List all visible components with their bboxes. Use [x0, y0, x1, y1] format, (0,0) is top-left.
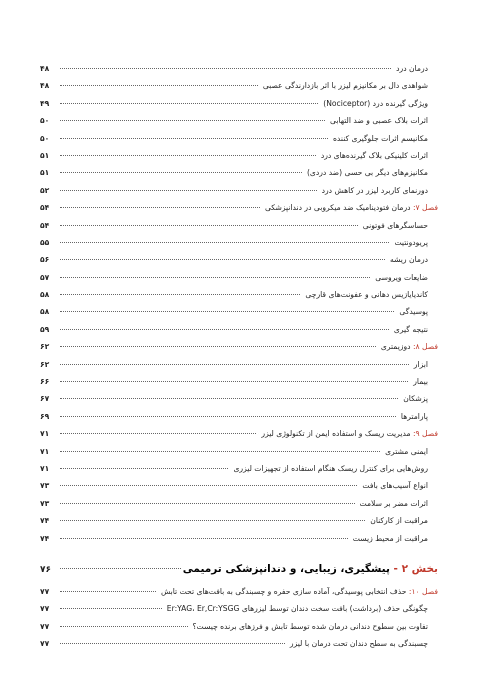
page-number: ۵۵ — [40, 237, 50, 247]
leader-dots — [60, 172, 302, 173]
toc-entry-row[interactable] — [40, 186, 438, 203]
leader-dots — [60, 311, 394, 312]
leader-dots — [60, 68, 391, 69]
leader-dots — [60, 364, 409, 365]
chapter-label: فصل ۸: — [410, 342, 438, 352]
leader-dots — [60, 381, 408, 382]
leader-dots — [60, 277, 370, 278]
chapter-name: مدیریت ریسک و استفاده ایمن از تکنولوژی لیزر — [261, 429, 411, 439]
entry-title: چسبندگی به سطح دندان تحت درمان با لیزر — [289, 639, 428, 649]
entry-title: پارامترها — [400, 411, 428, 421]
leader-dots — [60, 398, 398, 399]
toc-entry-row[interactable] — [40, 604, 438, 621]
page-number: ۷۱ — [40, 429, 50, 439]
entry-title: پریودونتیت — [394, 237, 428, 247]
toc-entry-row[interactable] — [40, 534, 438, 551]
toc-chapter-row[interactable] — [40, 429, 438, 446]
entry-title: تفاوت بین سطوح دندانی درمان شده توسط تابش و فرزهای برنده چیست؟ — [192, 621, 428, 631]
toc-chapter-row[interactable] — [40, 203, 438, 220]
page-number: ۷۳ — [40, 498, 50, 508]
toc-entry-row[interactable] — [40, 307, 438, 324]
leader-dots — [60, 538, 348, 539]
entry-title: شواهدی دال بر مکانیزم لیزر با اثر بازدارندگی عصبی — [262, 81, 428, 91]
leader-dots — [60, 85, 258, 86]
toc-entry-row[interactable] — [40, 447, 438, 464]
leader-dots — [60, 190, 317, 191]
chapter-label: فصل ۱۰: — [406, 586, 438, 596]
leader-dots — [60, 138, 328, 139]
page-number: ۵۸ — [40, 307, 50, 317]
page-number: ۵۷ — [40, 272, 50, 282]
toc-entry-row[interactable] — [40, 134, 438, 151]
toc-entry-row[interactable] — [40, 394, 438, 411]
section-title — [183, 563, 438, 575]
section-page-number: ۷۶ — [40, 564, 51, 575]
entry-title: بیمار — [413, 377, 428, 387]
page-number: ۵۱ — [40, 150, 50, 160]
toc-entry-row[interactable] — [40, 151, 438, 168]
toc-entry-row[interactable] — [40, 499, 438, 516]
chapter-label: فصل ۹: — [410, 429, 438, 439]
toc-entry-row[interactable] — [40, 360, 438, 377]
chapter-title — [158, 587, 438, 596]
toc-entry-row[interactable] — [40, 325, 438, 342]
toc-chapter-row[interactable] — [40, 587, 438, 604]
toc-part-2 — [40, 587, 438, 657]
toc-entry-row[interactable] — [40, 481, 438, 498]
table-of-contents — [40, 64, 438, 657]
page-number: ۶۲ — [40, 342, 50, 352]
leader-dots — [60, 207, 260, 208]
page-number: ۷۷ — [40, 621, 50, 631]
toc-entry-row[interactable] — [40, 64, 438, 81]
leader-dots — [60, 591, 156, 592]
leader-dots — [60, 520, 365, 521]
leader-dots — [60, 416, 396, 417]
page-number: ۶۲ — [40, 359, 50, 369]
page-number: ۶۹ — [40, 411, 50, 421]
leader-dots — [60, 643, 285, 644]
leader-dots — [60, 568, 181, 569]
entry-title: کاندیایازیس دهانی و عفونت‌های قارچی — [305, 290, 428, 300]
toc-entry-row[interactable] — [40, 221, 438, 238]
entry-title: ویژگی گیرنده درد (Nociceptor) — [323, 98, 428, 108]
toc-entry-row[interactable] — [40, 168, 438, 185]
entry-title: ایمنی مشتری — [385, 446, 428, 456]
chapter-title — [378, 342, 438, 351]
entry-title: مراقبت از کارکنان — [370, 516, 428, 526]
chapter-name: حذف انتخابی پوسیدگی، آماده سازی حفره و چسبندگی به بافت‌های تحت تابش — [160, 586, 407, 596]
page-number: ۵۸ — [40, 290, 50, 300]
page-number: ۷۷ — [40, 604, 50, 614]
entry-title: ابزار — [413, 359, 428, 369]
leader-dots — [60, 225, 358, 226]
page-number: ۴۸ — [40, 81, 50, 91]
leader-dots — [60, 485, 357, 486]
page-number: ۷۱ — [40, 463, 50, 473]
leader-dots — [60, 242, 389, 243]
toc-entry-row[interactable] — [40, 377, 438, 394]
entry-title: انواع آسیب‌های بافت — [362, 481, 428, 491]
chapter-title — [258, 429, 438, 438]
toc-entry-row[interactable] — [40, 516, 438, 533]
page-number: ۷۳ — [40, 481, 50, 491]
entry-title: نتیجه گیری — [393, 324, 428, 334]
toc-entry-row[interactable] — [40, 412, 438, 429]
page-number: ۷۷ — [40, 586, 50, 596]
page-number: ۶۶ — [40, 377, 50, 387]
entry-title: درمان ریشه — [389, 255, 428, 265]
leader-dots — [60, 433, 256, 434]
toc-part-1 — [40, 64, 438, 551]
page-number: ۶۷ — [40, 394, 50, 404]
toc-entry-row[interactable] — [40, 116, 438, 133]
toc-entry-row[interactable] — [40, 99, 438, 116]
leader-dots — [60, 259, 385, 260]
entry-title: دورنمای کاربرد لیزر در کاهش درد — [321, 185, 428, 195]
page-number: ۵۴ — [40, 220, 50, 230]
page-number: ۷۱ — [40, 446, 50, 456]
page-number: ۴۸ — [40, 64, 50, 73]
toc-entry-row[interactable] — [40, 273, 438, 290]
chapter-name: دوزیمتری — [380, 342, 411, 352]
page-number: ۵۹ — [40, 324, 50, 334]
entry-title: مکانیسم اثرات جلوگیری کننده — [332, 133, 428, 143]
leader-dots — [60, 103, 318, 104]
entry-title: چگونگی حذف (برداشت) بافت سخت دندان توسط لیزرهای Er:YAG، Er,Cr:YSGG — [166, 604, 428, 614]
page-number: ۵۴ — [40, 203, 50, 213]
section-prefix: بخش ۲ - — [389, 562, 438, 575]
leader-dots — [60, 468, 228, 469]
page-number: ۵۶ — [40, 255, 50, 265]
entry-title: مراقبت از محیط زیست — [352, 533, 428, 543]
page-number: ۴۹ — [40, 98, 50, 108]
leader-dots — [60, 120, 325, 121]
chapter-title — [262, 203, 438, 212]
toc-entry-row[interactable] — [40, 290, 438, 307]
page-number: ۵۱ — [40, 168, 50, 178]
page-number: ۷۴ — [40, 516, 50, 526]
leader-dots — [60, 626, 188, 627]
toc-entry-row[interactable] — [40, 639, 438, 656]
entry-title: درمان درد — [396, 64, 428, 73]
leader-dots — [60, 155, 316, 156]
page-number: ۵۰ — [40, 116, 50, 126]
toc-entry-row[interactable] — [40, 255, 438, 272]
page-number: ۵۰ — [40, 133, 50, 143]
entry-title: حساسگرهای فوتونی — [362, 220, 428, 230]
leader-dots — [60, 608, 162, 609]
toc-chapter-row[interactable] — [40, 342, 438, 359]
entry-title: پزشکان — [403, 394, 428, 404]
entry-title: اثرات بلاک عصبی و ضد التهابی — [330, 116, 428, 126]
page-number: ۷۴ — [40, 533, 50, 543]
toc-entry-row[interactable] — [40, 464, 438, 481]
leader-dots — [60, 329, 389, 330]
entry-title: ضایعات ویروسی — [375, 272, 428, 282]
page-number: ۷۷ — [40, 639, 50, 649]
chapter-name: درمان فتودینامیک ضد میکروبی در دندانپزشکی — [264, 203, 411, 213]
entry-title: اثرات کلینیکی بلاک گیرنده‌های درد — [320, 150, 428, 160]
leader-dots — [60, 451, 380, 452]
entry-title: روش‌هایی برای کنترل ریسک هنگام استفاده از تجهیزات لیزری — [233, 463, 428, 473]
chapter-label: فصل ۷: — [410, 203, 438, 213]
leader-dots — [60, 294, 300, 295]
toc-entry-row[interactable] — [40, 622, 438, 639]
toc-entry-row[interactable] — [40, 238, 438, 255]
section-name: پیشگیری، زیبایی، و دندانپزشکی ترمیمی — [182, 562, 390, 575]
entry-title: مکانیزم‌های دیگر بی حسی (ضد دردی) — [306, 168, 428, 178]
section-heading[interactable] — [40, 563, 438, 585]
page-number: ۵۲ — [40, 185, 50, 195]
leader-dots — [60, 346, 376, 347]
entry-title: اثرات مضر بر سلامت — [359, 498, 428, 508]
leader-dots — [60, 503, 355, 504]
entry-title: پوسیدگی — [399, 307, 428, 317]
toc-entry-row[interactable] — [40, 81, 438, 98]
